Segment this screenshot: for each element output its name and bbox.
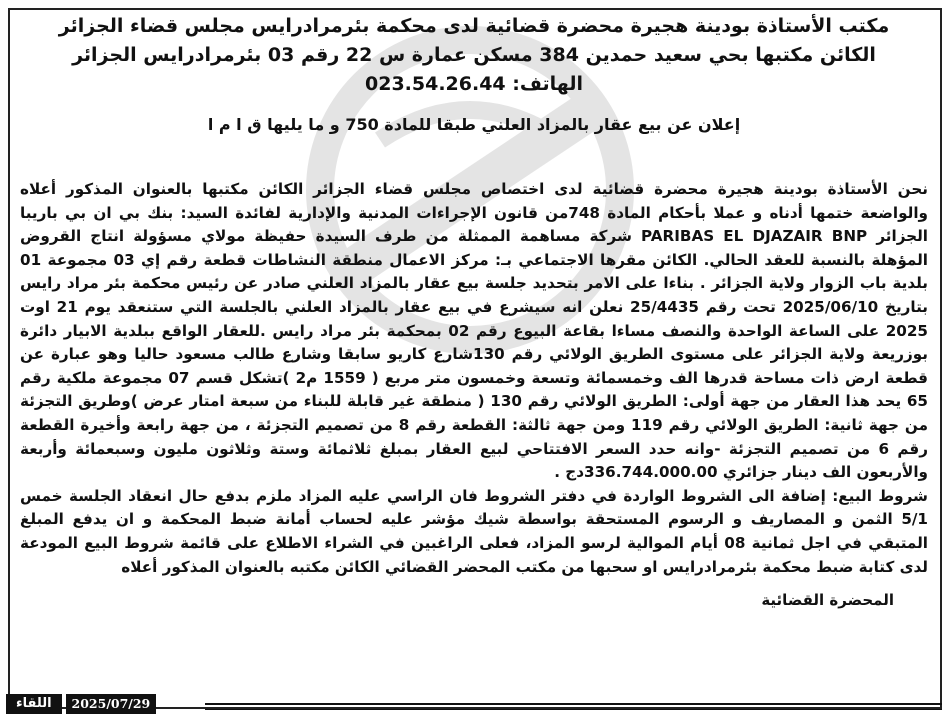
footer-rule (205, 703, 942, 710)
sale-conditions: شروط البيع: إضافة الى الشروط الواردة في دفتر الشروط فان الراسي عليه المزاد ملزم بدفع حال انعقاد الجلسة خمس 5/1 الثمن و المصاريف و الرسوم المستحقة بواسطة شيك مؤشر عليه لحساب أمانة ضبط المحكمة و ان يدفع المبلغ المتبقي في اجل ثمانية 08 أيام الموالية لرسو المزاد، فعلى الراغبين في الشراء الاطلاع على قائمة شروط البيع المودعة لدى كتابة ضبط محكمة بئرمرادرايس او سحبها من مكتب المحضر القضائي الكائن مكتبه بالعنوان المذكور أعلاه (20, 486, 929, 576)
announcement-content (20, 12, 928, 609)
signature: المحضرة القضائية (761, 591, 894, 610)
phone-label: الهاتف: (512, 73, 583, 95)
office-address: الكائن مكتبها بحي سعيد حمدين 384 مسكن عمارة س 22 رقم 03 بئرمرادرايس الجزائر (72, 44, 876, 66)
bailiff-office-header: مكتب الأستاذة بودينة هجيرة محضرة قضائية لدى محكمة بئرمرادرايس مجلس قضاء الجزائر (58, 15, 890, 37)
footer (6, 693, 156, 715)
announcement-body: نحن الأستاذة بودينة هجيرة محضرة قضائية لدى اختصاص مجلس قضاء الجزائر الكائن مكتبها بالعنوان المذكور أعلاه والواضعة ختمها أدناه و عملا بأحكام المادة 748من قانون الإجراءات المدنية والإدارية لفائدة السيد: بنك بي ان بي باريبا الجزائر PARIBAS EL DJAZAIR BNP شركة مساهمة الممثلة من طرف السيدة حفيظة مولاي مسؤولة انتاج القروض المؤهلة بالنسبة للعقد الحالي. الكائن مقرها الاجتماعي بـ: مركز الاعمال منطقة النشاطات قطعة رقم إي 03 مجموعة 01 بلدية باب الزوار ولاية الجزائر . بناءا على الامر بتحديد جلسة بيع عقار بالمزاد العلني صادر عن رئيس محكمة بئر مراد رايس بتاريخ 2025/06/10 تحت رقم 25/4435 نعلن انه سيشرع في بيع عقار بالمزاد العلني بالجلسة التي ستنعقد يوم 21 اوت 2025 على الساعة الواحدة والنصف مساءا بقاعة البيوع رقم 02 بمحكمة بئر مراد رايس .للعقار الواقع ببلدية الابيار دائرة بوزريعة ولاية الجزائر على مستوى الطريق الولائي رقم 130شارع كاريو سابقا وشارع طالب مسعود حاليا وهو عبارة عن قطعة ارض ذات مساحة قدرها الف وخمسمائة وتسعة وخمسون متر مربع ( 1559 م2 )تشكل قسم 07 مجموعة ملكية رقم 65 يحد هذا العقار من جهة أولى: الطريق الولائي رقم 130 ( منطقة غير قابلة للبناء من سبعة امتار عرض )وطريق التجزئة من جهة ثانية: الطريق الولائي رقم 119 ومن جهة ثالثة: القطعة رقم 8 من تصميم التجزئة ، من جهة رابعة وأخيرة القطعة رقم 6 من تصميم التجزئة -وانه حدد السعر الافتتاحي لبيع العقار بمبلغ ثلاثمائة وستة وثلاثون مليون وسبعمائة وأربعة والأربعون الف دينار جزائري 336.744.000.00دج . (20, 180, 929, 482)
publication-name: اللقاء (6, 694, 62, 714)
phone-number: 023.54.26.44 (365, 73, 506, 95)
publication-date: 2025/07/29 (66, 694, 157, 714)
office-phone (20, 70, 928, 99)
announcement-title: إعلان عن بيع عقار بالمزاد العلني طبقا للمادة 750 و ما يليها ق ا م ا (207, 115, 741, 134)
